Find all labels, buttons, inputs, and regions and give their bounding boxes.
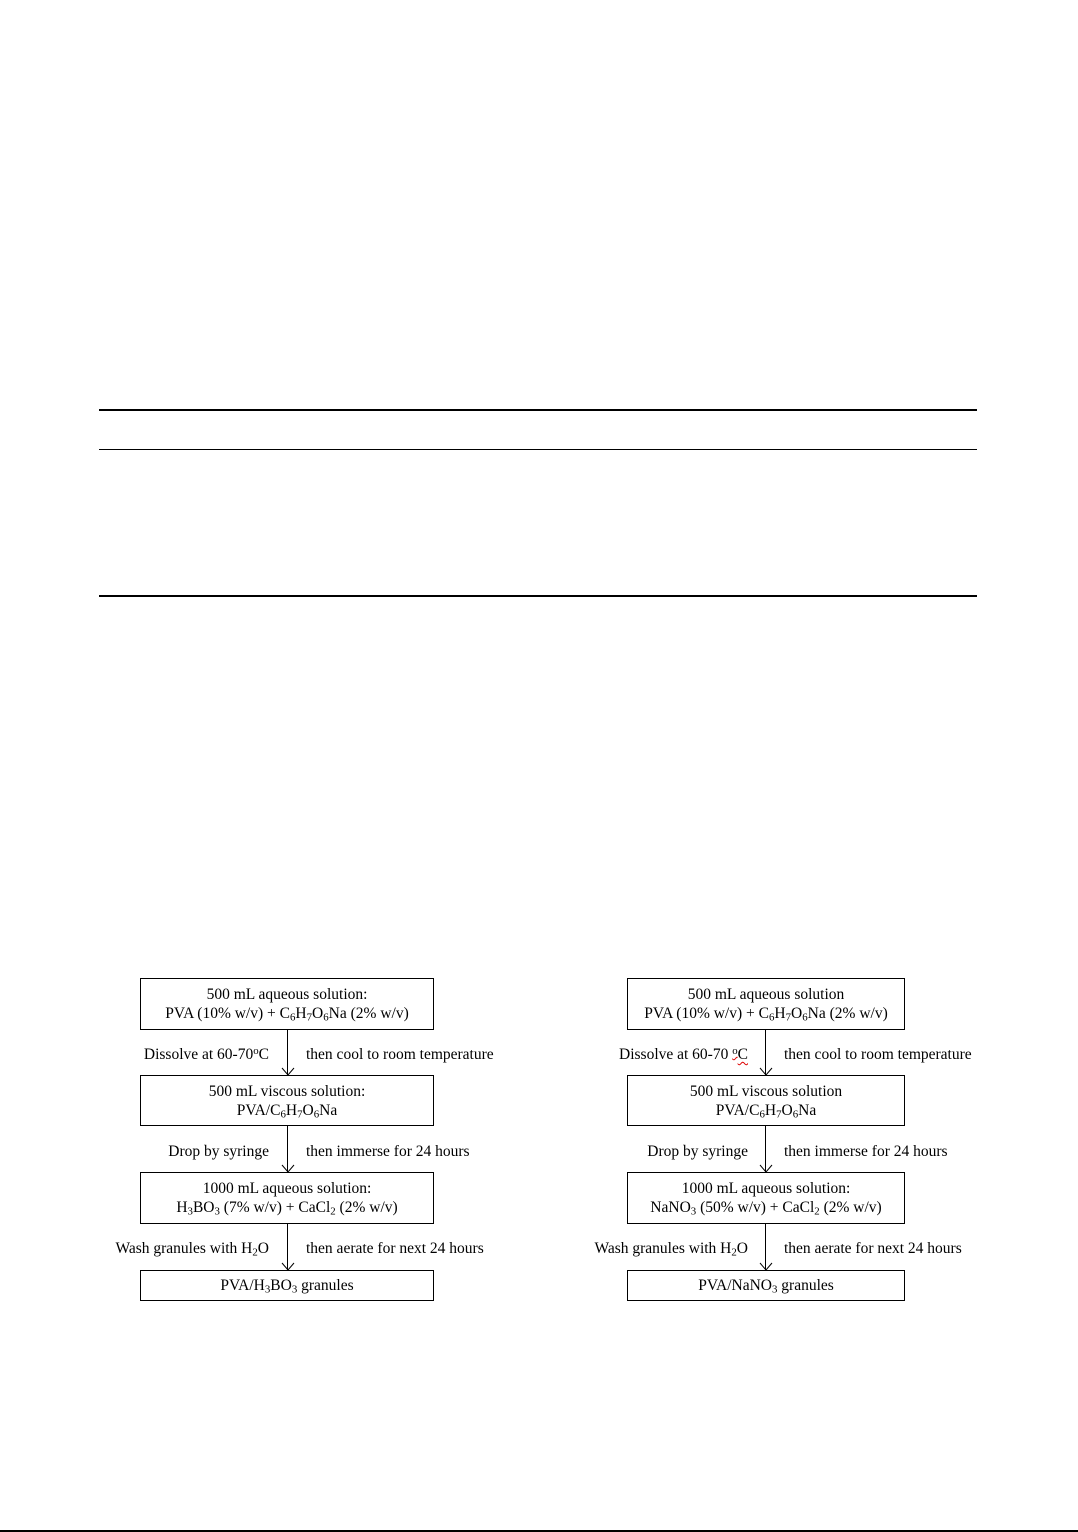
transition-right-label: then immerse for 24 hours — [306, 1143, 470, 1160]
table-header-rule — [99, 449, 977, 450]
step-formula: PVA/NaNO$_3$ granules — [698, 1277, 834, 1296]
step-formula: PVA (10% $w/v) + C_6H_7O_6Na$ (2% w/v) — [165, 1005, 409, 1024]
down-arrow — [759, 1030, 773, 1075]
step-formula: PVA/$H_3BO_3$ granules — [220, 1277, 354, 1296]
step-box — [140, 978, 434, 1030]
transition-left-label: Wash granules with $H_2O$ — [115, 1240, 269, 1259]
step-title: 500 mL viscous solution: — [208, 1082, 366, 1100]
step-formula: $H_3BO_3$ (7% w/v) + CaCl$_2$ (2% w/v) — [176, 1199, 398, 1218]
down-arrow — [281, 1126, 295, 1172]
step-title: 500 mL aqueous solution — [687, 986, 845, 1003]
transition-left-label: Drop by syringe — [168, 1143, 269, 1160]
step-box — [627, 1270, 905, 1301]
step-box — [627, 978, 905, 1030]
table-bottom-rule — [99, 595, 977, 597]
step-formula: PVA/$C_6H_7O_6Na$ — [715, 1101, 817, 1121]
transition-right-label: then immerse for 24 hours — [784, 1143, 948, 1160]
step-box — [627, 1075, 905, 1126]
step-title: 500 mL aqueous solution: — [206, 986, 368, 1003]
step-formula: NaNO$_3$ (50% w/v) + CaCl$_2$ (2% w/v) — [650, 1199, 882, 1218]
step-box — [140, 1172, 434, 1224]
down-arrow — [281, 1030, 295, 1075]
table-top-rule — [99, 409, 977, 411]
transition-left-label: Dissolve at 60-70$^o$C — [143, 1045, 269, 1063]
flowchart-right — [540, 978, 1078, 1308]
step-box — [140, 1270, 434, 1301]
step-title: 1000 mL aqueous solution: — [202, 1180, 372, 1197]
transition-right-label: then aerate for next 24 hours — [306, 1240, 484, 1257]
step-box — [627, 1172, 905, 1224]
down-arrow — [759, 1126, 773, 1172]
transition-left-label: Wash granules with $H_2O$ — [594, 1240, 748, 1259]
step-box — [140, 1075, 434, 1126]
down-arrow — [759, 1224, 773, 1270]
transition-left-label: Dissolve at 60-70 $^o$C — [619, 1045, 748, 1063]
step-formula: PVA/$C_6H_7O_6Na$ — [236, 1101, 338, 1121]
transition-right-label: then aerate for next 24 hours — [784, 1240, 962, 1257]
transition-right-label: then cool to room temperature — [784, 1046, 972, 1063]
transition-right-label: then cool to room temperature — [306, 1046, 494, 1063]
down-arrow — [281, 1224, 295, 1270]
transition-left-label: Drop by syringe — [647, 1143, 748, 1160]
flowchart-left — [0, 978, 540, 1308]
step-title: 1000 mL aqueous solution: — [681, 1180, 851, 1197]
step-formula: PVA (10% $w/v) + C_6H_7O_6Na$ (2% w/v) — [644, 1005, 888, 1024]
step-title: 500 mL viscous solution — [689, 1082, 843, 1100]
